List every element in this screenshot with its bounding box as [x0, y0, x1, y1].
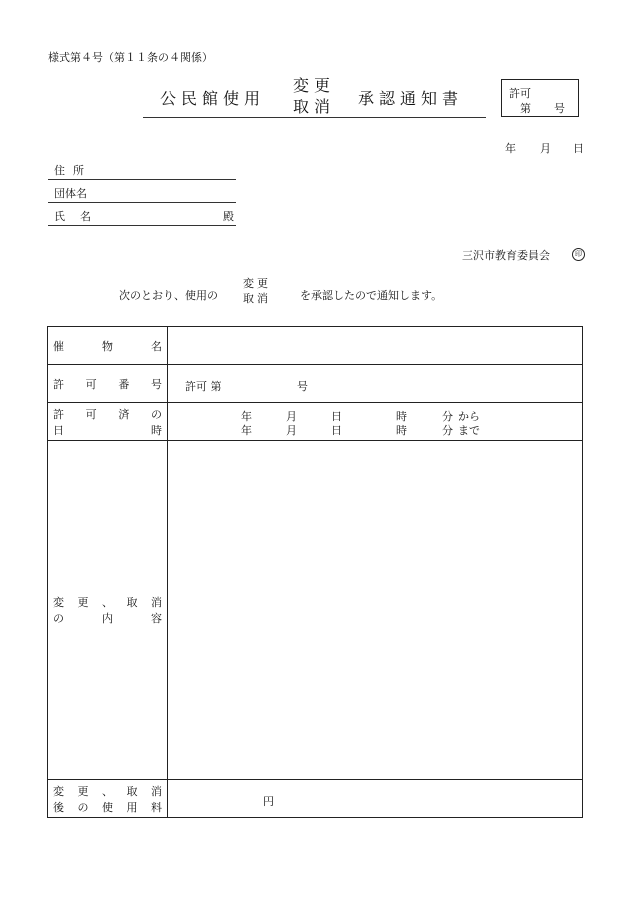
title-stack [293, 75, 335, 117]
label-char: の [77, 800, 89, 814]
label-char: 消 [151, 596, 162, 609]
permit-box-label: 許可 [509, 87, 531, 100]
label-char: 取 [126, 596, 138, 609]
label-char: 番 [118, 377, 130, 391]
notice-stack-cancel: 取消 [243, 292, 271, 305]
to-year: 年 [241, 423, 252, 437]
change-content-value[interactable] [168, 441, 583, 780]
name-field[interactable] [48, 211, 236, 226]
fee-label-cell [48, 780, 168, 818]
to-label: まで [458, 423, 480, 437]
notice-prefix: 次のとおり、使用の [119, 289, 218, 302]
permit-box-dai: 第 [520, 102, 531, 115]
permit-number-suffix: 号 [297, 379, 308, 393]
permit-number-label [53, 376, 162, 392]
change-content-label-line2 [53, 610, 162, 626]
label-char: 可 [85, 407, 97, 421]
label-char: 変 [53, 784, 64, 798]
label-char: 取 [126, 784, 138, 798]
seal-icon: 印 [572, 248, 585, 261]
from-minute: 分 [442, 409, 453, 423]
group-name-field[interactable] [48, 188, 236, 203]
datetime-value[interactable] [168, 403, 583, 441]
label-char: 、 [102, 596, 113, 609]
event-name-value[interactable] [168, 327, 583, 365]
row-event-name [48, 327, 583, 365]
label-char: 催 [53, 339, 64, 353]
issuer-name: 三沢市教育委員会 [462, 249, 550, 262]
fee-value[interactable] [168, 780, 583, 818]
label-char: 料 [151, 800, 162, 814]
date-month: 月 [540, 142, 551, 155]
fee-label-line1 [53, 783, 162, 799]
notice-suffix: を承認したので通知します。 [300, 289, 443, 302]
permit-number-value[interactable] [168, 365, 583, 403]
to-day: 日 [331, 423, 342, 437]
name-label: 氏名 [54, 210, 106, 223]
row-permitted-datetime [48, 403, 583, 441]
row-fee [48, 780, 583, 818]
datetime-label-cell [48, 403, 168, 441]
title-underline [143, 117, 486, 118]
label-char: 日 [53, 423, 64, 437]
details-table [47, 326, 583, 818]
label-char: 消 [151, 784, 162, 798]
label-char: の [53, 612, 64, 625]
fee-label-line2 [53, 799, 162, 815]
from-day: 日 [331, 409, 342, 423]
label-char: 内 [102, 612, 113, 625]
title-left: 公民館使用 [160, 89, 266, 108]
label-char: 更 [77, 784, 89, 798]
datetime-label-line2 [53, 422, 162, 438]
datetime-label-line1 [53, 406, 162, 422]
row-permit-number [48, 365, 583, 403]
permit-number-label-cell [48, 365, 168, 403]
to-month: 月 [286, 423, 297, 437]
fee-unit: 円 [263, 794, 274, 808]
title-right: 承認通知書 [358, 89, 464, 108]
label-char: 許 [53, 407, 64, 421]
label-char: 可 [85, 377, 97, 391]
label-char: 許 [53, 377, 64, 391]
group-name-label: 団体名 [54, 187, 87, 200]
label-char: 更 [77, 596, 89, 609]
from-year: 年 [241, 409, 252, 423]
label-char: 容 [151, 612, 162, 625]
label-char: 変 [53, 596, 64, 609]
label-char: の [150, 407, 162, 421]
from-hour: 時 [396, 409, 407, 423]
label-char: 、 [102, 784, 113, 798]
label-char: 使 [102, 800, 113, 814]
label-char: 用 [126, 800, 138, 814]
label-char: 号 [150, 377, 162, 391]
event-name-label-cell [48, 327, 168, 365]
permit-number-box [501, 79, 579, 117]
label-char: 名 [151, 339, 162, 353]
to-hour: 時 [396, 423, 407, 437]
date-year: 年 [505, 142, 516, 155]
label-char: 済 [118, 407, 130, 421]
event-name-label [53, 338, 162, 354]
address-label: 住所 [54, 164, 92, 177]
address-field[interactable] [48, 165, 236, 180]
row-change-content [48, 441, 583, 780]
to-minute: 分 [442, 423, 453, 437]
permit-box-go: 号 [554, 102, 565, 115]
date-day: 日 [573, 142, 584, 155]
permit-number-prefix: 許可 第 [185, 379, 222, 393]
label-char: 時 [151, 423, 162, 437]
title-stack-cancel: 取消 [293, 97, 336, 116]
change-content-label-cell [48, 441, 168, 780]
honorific: 殿 [223, 210, 234, 223]
change-content-label-line1 [53, 594, 162, 610]
from-label: から [458, 409, 480, 423]
notice-stack [243, 276, 271, 306]
notice-stack-change: 変更 [243, 277, 271, 290]
form-number: 様式第４号（第１１条の４関係） [48, 51, 213, 64]
from-month: 月 [286, 409, 297, 423]
title-stack-change: 変更 [293, 76, 336, 95]
label-char: 物 [102, 339, 113, 353]
label-char: 後 [53, 800, 64, 814]
